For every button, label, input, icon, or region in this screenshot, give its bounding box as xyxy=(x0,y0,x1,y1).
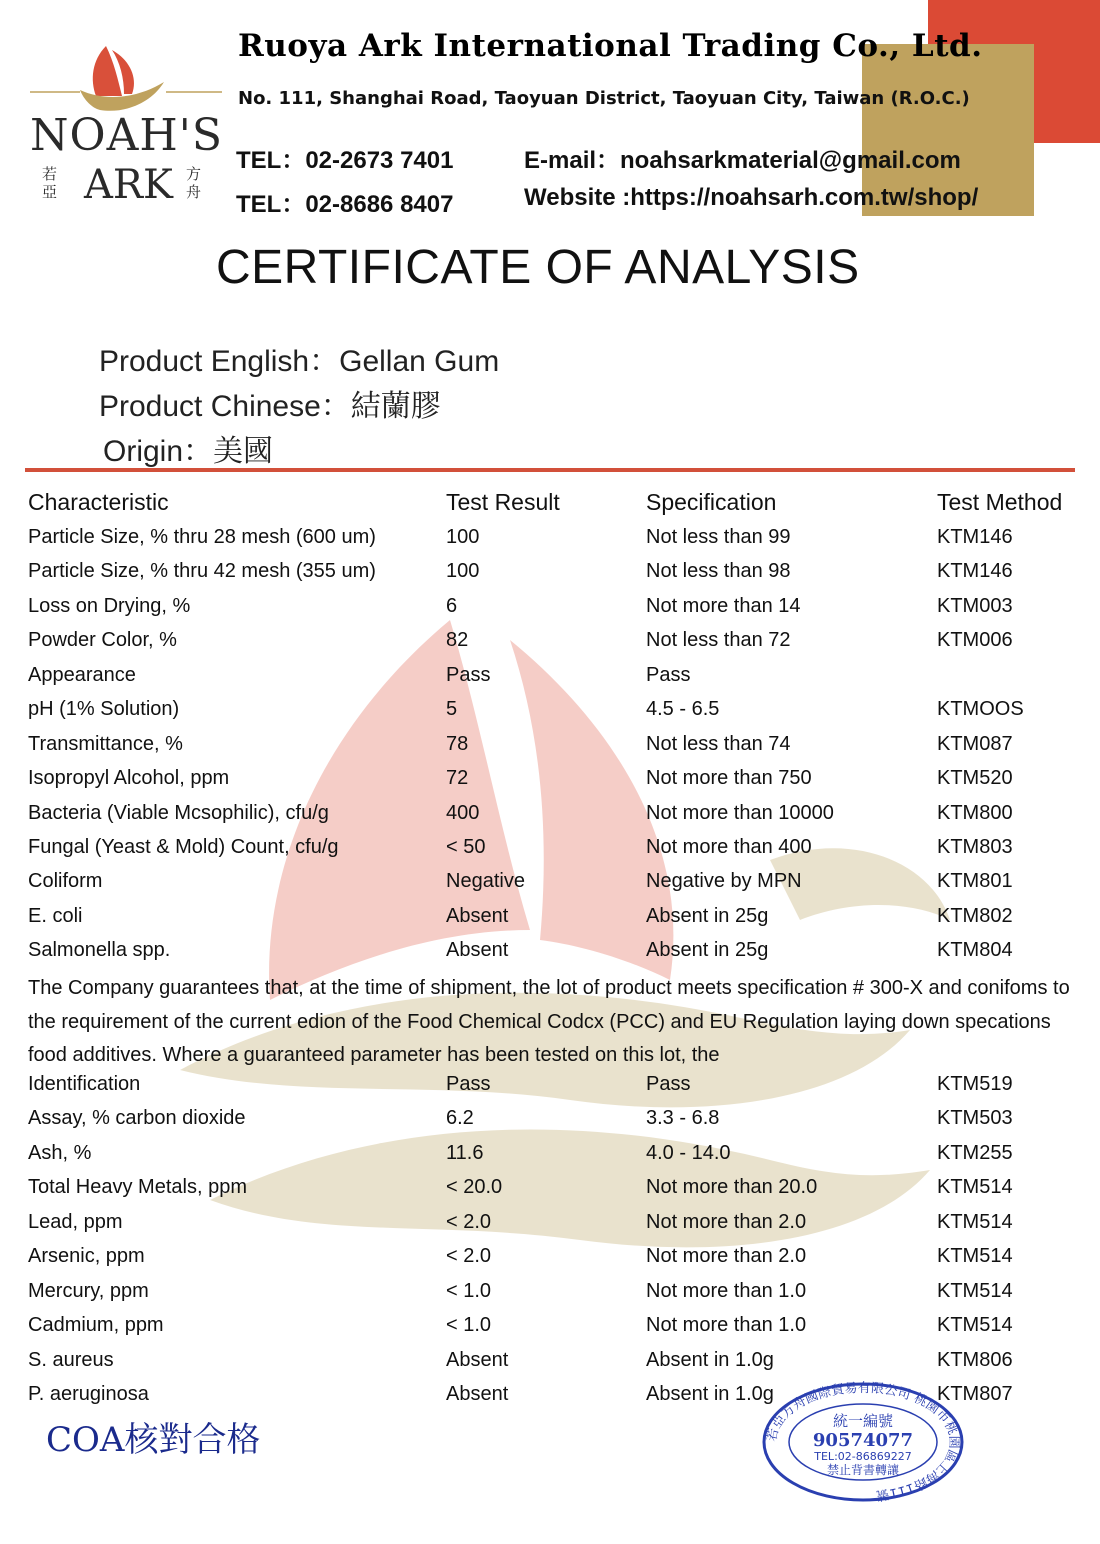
cell-result: < 1.0 xyxy=(446,1280,492,1302)
cell-method: KTM514 xyxy=(937,1211,1013,1233)
cell-method: KTM800 xyxy=(937,802,1013,824)
cell-method: KTM146 xyxy=(937,560,1013,582)
telephone-1: TEL：02-2673 7401 xyxy=(236,147,454,174)
table-row xyxy=(0,939,1100,973)
cell-method: KTM803 xyxy=(937,836,1013,858)
cell-result: 5 xyxy=(446,698,458,720)
cell-result: Absent xyxy=(446,1383,509,1405)
cell-method: KTM146 xyxy=(937,526,1013,548)
cell-characteristic: Total Heavy Metals, ppm xyxy=(28,1176,247,1198)
logo-wordmark: NOAH'S xyxy=(30,110,223,161)
cell-specification: 3.3 - 6.8 xyxy=(646,1107,720,1129)
cell-characteristic: Arsenic, ppm xyxy=(28,1245,145,1267)
cell-method: KTMOOS xyxy=(937,698,1024,720)
cell-result: < 20.0 xyxy=(446,1176,503,1198)
cell-result: Pass xyxy=(446,1073,491,1095)
cell-specification: Absent in 1.0g xyxy=(646,1383,774,1405)
cell-specification: Not more than 20.0 xyxy=(646,1176,818,1198)
column-header: Specification xyxy=(646,489,777,515)
table-row xyxy=(0,629,1100,663)
cell-characteristic: Lead, ppm xyxy=(28,1211,123,1233)
table-row xyxy=(0,1280,1100,1314)
cell-specification: Not less than 72 xyxy=(646,629,791,651)
cell-characteristic: Salmonella spp. xyxy=(28,939,171,961)
logo-chinese-right: 方舟 xyxy=(186,165,202,201)
cell-method: KTM514 xyxy=(937,1245,1013,1267)
website: Website :https://noahsarh.com.tw/shop/ xyxy=(524,184,979,211)
seal-line-1: 統一編號 xyxy=(832,1412,894,1430)
column-header: Characteristic xyxy=(28,489,169,515)
product-english: Product English：Gellan Gum xyxy=(99,345,500,378)
cell-method: KTM806 xyxy=(937,1349,1013,1371)
table-row xyxy=(0,526,1100,560)
table-row xyxy=(0,1245,1100,1279)
cell-method: KTM519 xyxy=(937,1073,1013,1095)
cell-result: 78 xyxy=(446,733,469,755)
cell-characteristic: Fungal (Yeast & Mold) Count, cfu/g xyxy=(28,836,339,858)
product-chinese: Product Chinese：結蘭膠 xyxy=(99,390,441,423)
column-header: Test Result xyxy=(446,489,560,515)
table-row xyxy=(0,1349,1100,1383)
logo-chinese-left: 若亞 xyxy=(42,165,58,201)
cell-result: < 50 xyxy=(446,836,486,858)
cell-specification: Not less than 74 xyxy=(646,733,791,755)
cell-result: 72 xyxy=(446,767,469,789)
company-seal-icon xyxy=(760,1380,966,1504)
cell-characteristic: Identification xyxy=(28,1073,141,1095)
cell-characteristic: Transmittance, % xyxy=(28,733,183,755)
cell-specification: Pass xyxy=(646,1073,691,1095)
cell-method: KTM802 xyxy=(937,905,1013,927)
cell-specification: Absent in 25g xyxy=(646,939,769,961)
guarantee-statement: The Company guarantees that, at the time of shipment, the lot of product meets specification # 300-X and conifoms to the requirement of the current edion of the Food Chemical Codcx (PCC) and EU Regulation laying down specations food additives. Where a guaranteed parameter has been tested on this lot, the xyxy=(28,977,1070,1066)
telephone-2: TEL：02-8686 8407 xyxy=(236,191,454,218)
cell-method: KTM514 xyxy=(937,1280,1013,1302)
seal-line-4: 禁止背書轉讓 xyxy=(826,1463,900,1477)
table-row xyxy=(0,1314,1100,1348)
cell-method: KTM514 xyxy=(937,1314,1013,1336)
cell-method: KTM514 xyxy=(937,1176,1013,1198)
cell-method: KTM801 xyxy=(937,870,1013,892)
cell-specification: Not more than 2.0 xyxy=(646,1211,807,1233)
cell-specification: Not more than 10000 xyxy=(646,802,834,824)
email: E-mail：noahsarkmaterial@gmail.com xyxy=(524,147,961,174)
cell-result: 82 xyxy=(446,629,469,651)
company-name: Ruoya Ark International Trading Co., Ltd. xyxy=(238,28,983,64)
cell-specification: Absent in 25g xyxy=(646,905,769,927)
table-row xyxy=(0,870,1100,904)
cell-characteristic: pH (1% Solution) xyxy=(28,698,180,720)
cell-characteristic: Isopropyl Alcohol, ppm xyxy=(28,767,230,789)
column-header: Test Method xyxy=(937,489,1063,515)
cell-specification: Not more than 2.0 xyxy=(646,1245,807,1267)
cell-method: KTM807 xyxy=(937,1383,1013,1405)
cell-method: KTM006 xyxy=(937,629,1013,651)
cell-characteristic: Mercury, ppm xyxy=(28,1280,149,1302)
seal-line-3: TEL:02-86869227 xyxy=(814,1450,912,1463)
cell-characteristic: P. aeruginosa xyxy=(28,1383,149,1405)
cell-result: 100 xyxy=(446,560,480,582)
table-row xyxy=(0,905,1100,939)
cell-characteristic: Coliform xyxy=(28,870,103,892)
cell-method: KTM255 xyxy=(937,1142,1013,1164)
cell-specification: Not more than 1.0 xyxy=(646,1280,807,1302)
cell-result: < 2.0 xyxy=(446,1245,492,1267)
table-header xyxy=(0,489,1100,523)
seal-ring-text: 若亞方舟國際貿易有限公司 桃園市桃園區上海路111號 xyxy=(764,1380,962,1503)
cell-specification: Negative by MPN xyxy=(646,870,802,892)
table-row xyxy=(0,1073,1100,1107)
cell-result: 11.6 xyxy=(446,1142,484,1164)
origin: Origin：美國 xyxy=(103,435,274,468)
cell-characteristic: Loss on Drying, % xyxy=(28,595,191,617)
cell-characteristic: S. aureus xyxy=(28,1349,114,1371)
cell-result: Negative xyxy=(446,870,525,892)
cell-result: < 1.0 xyxy=(446,1314,492,1336)
cell-result: 400 xyxy=(446,802,480,824)
table-row xyxy=(0,836,1100,870)
cell-result: 100 xyxy=(446,526,480,548)
cell-characteristic: E. coli xyxy=(28,905,83,927)
table-row xyxy=(0,1107,1100,1141)
cell-method: KTM503 xyxy=(937,1107,1013,1129)
company-address: No. 111, Shanghai Road, Taoyuan District, Taoyuan City, Taiwan (R.O.C.) xyxy=(238,88,970,109)
cell-characteristic: Appearance xyxy=(28,664,136,686)
table-row xyxy=(0,767,1100,801)
section-divider xyxy=(25,468,1075,472)
cell-characteristic: Powder Color, % xyxy=(28,629,177,651)
cell-specification: Not more than 1.0 xyxy=(646,1314,807,1336)
cell-result: < 2.0 xyxy=(446,1211,492,1233)
cell-specification: Pass xyxy=(646,664,691,686)
logo-wordmark-ark: ARK xyxy=(84,162,173,208)
cell-result: 6 xyxy=(446,595,458,617)
cell-characteristic: Particle Size, % thru 28 mesh (600 um) xyxy=(28,526,376,548)
cell-result: Pass xyxy=(446,664,491,686)
cell-specification: Not more than 400 xyxy=(646,836,812,858)
table-row xyxy=(0,595,1100,629)
table-row xyxy=(0,664,1100,698)
cell-characteristic: Particle Size, % thru 42 mesh (355 um) xyxy=(28,560,376,582)
table-row xyxy=(0,733,1100,767)
cell-specification: Not less than 98 xyxy=(646,560,791,582)
table-row xyxy=(0,698,1100,732)
cell-characteristic: Bacteria (Viable Mcsophilic), cfu/g xyxy=(28,802,329,824)
cell-specification: 4.5 - 6.5 xyxy=(646,698,720,720)
cell-result: Absent xyxy=(446,1349,509,1371)
cell-specification: Absent in 1.0g xyxy=(646,1349,774,1371)
table-row xyxy=(0,802,1100,836)
table-row xyxy=(0,1142,1100,1176)
cell-specification: Not more than 14 xyxy=(646,595,801,617)
table-row xyxy=(0,1176,1100,1210)
cell-specification: Not less than 99 xyxy=(646,526,791,548)
cell-result: Absent xyxy=(446,905,509,927)
cell-result: Absent xyxy=(446,939,509,961)
cell-specification: Not more than 750 xyxy=(646,767,812,789)
seal-line-2: 90574077 xyxy=(812,1430,914,1451)
verification-signature: COA核對合格 xyxy=(46,1420,261,1460)
cell-result: 6.2 xyxy=(446,1107,474,1129)
cell-method: KTM520 xyxy=(937,767,1013,789)
table-row xyxy=(0,560,1100,594)
cell-characteristic: Ash, % xyxy=(28,1142,92,1164)
cell-method: KTM003 xyxy=(937,595,1013,617)
cell-characteristic: Cadmium, ppm xyxy=(28,1314,164,1336)
cell-method: KTM087 xyxy=(937,733,1013,755)
table-row xyxy=(0,1211,1100,1245)
cell-characteristic: Assay, % carbon dioxide xyxy=(28,1107,246,1129)
document-title: CERTIFICATE OF ANALYSIS xyxy=(216,241,860,294)
cell-specification: 4.0 - 14.0 xyxy=(646,1142,731,1164)
cell-method: KTM804 xyxy=(937,939,1013,961)
